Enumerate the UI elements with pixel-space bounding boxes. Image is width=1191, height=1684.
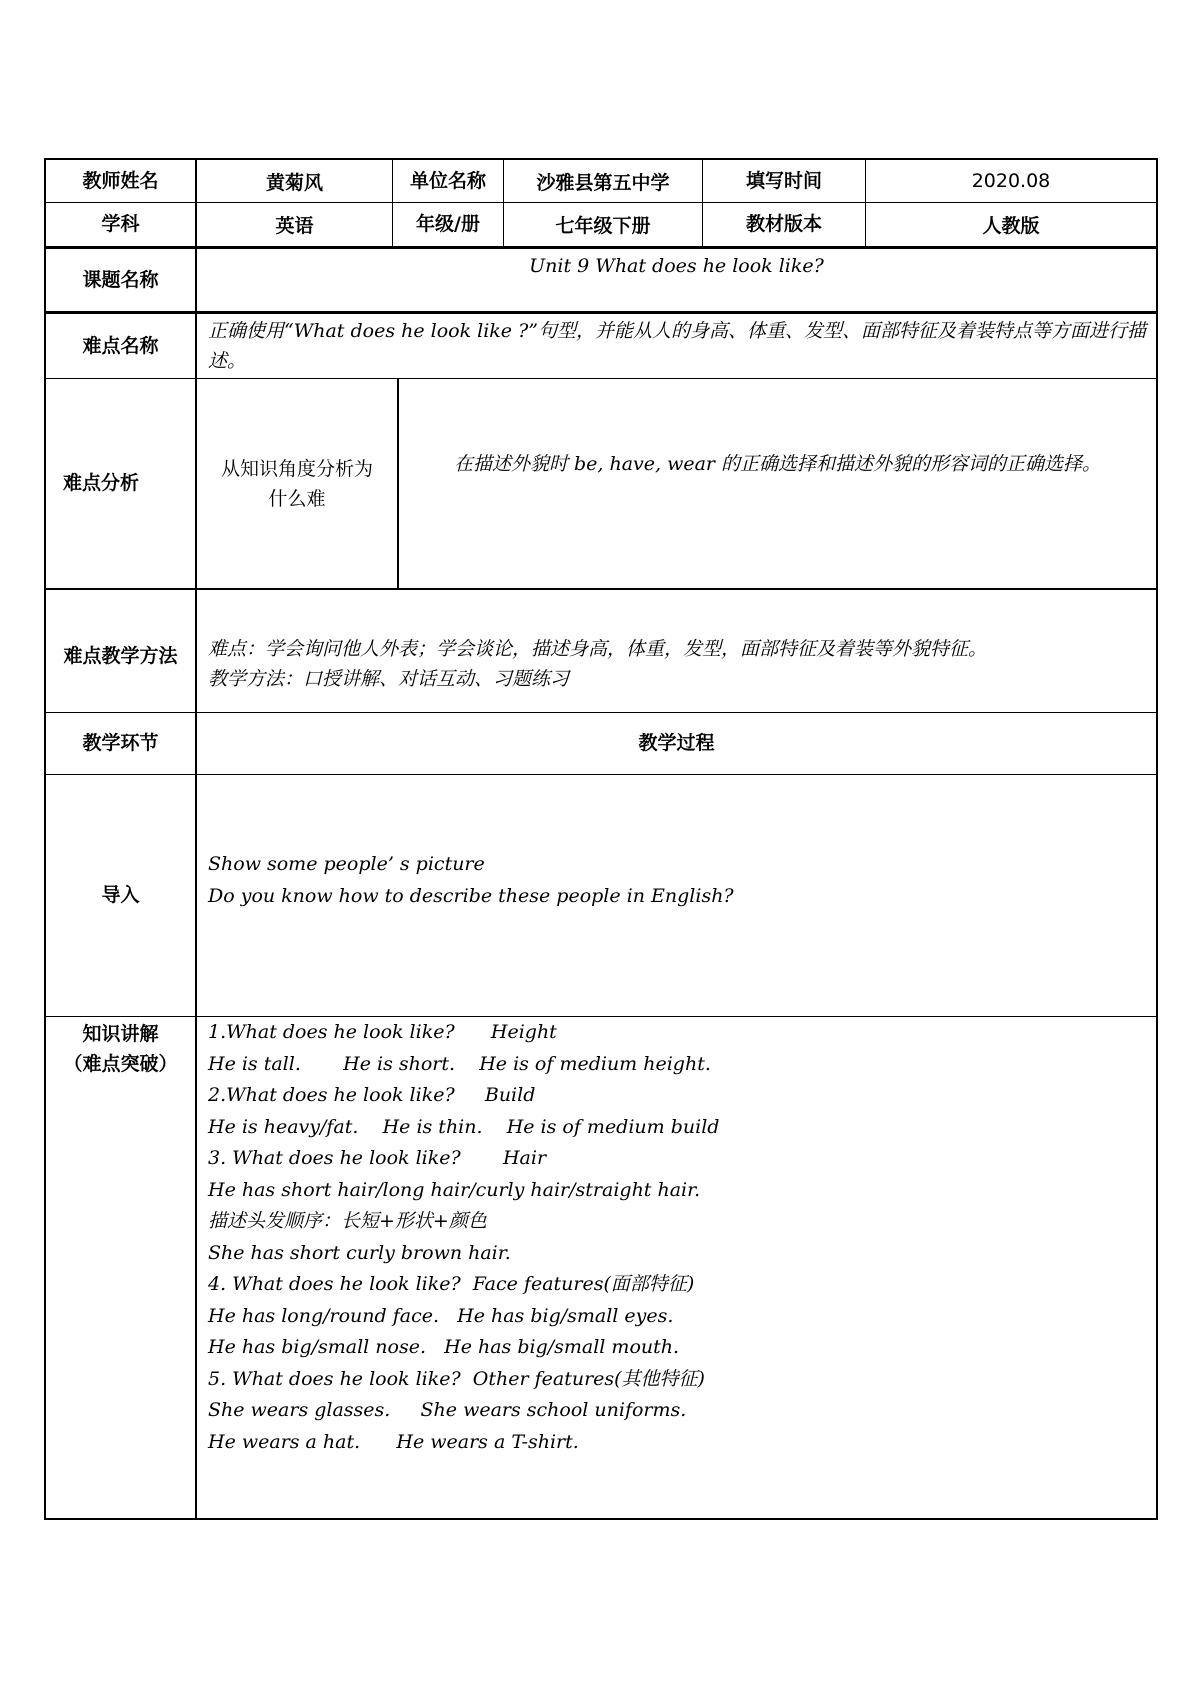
knowledge-line: 5. What does he look like? Other features(其他特征) — [208, 1367, 705, 1390]
knowledge-line: He is heavy/fat. He is thin. He is of medium build — [208, 1115, 720, 1138]
grade-value: 七年级下册 — [555, 215, 651, 237]
grade-label: 年级/册 — [416, 213, 480, 236]
knowledge-label-line2: （难点突破） — [63, 1053, 178, 1075]
knowledge-label-line1: 知识讲解 — [82, 1023, 159, 1045]
method-line-2: 教学方法：口授讲解、对话互动、习题练习 — [208, 668, 570, 690]
difficulty-label: 难点名称 — [82, 334, 159, 357]
analysis-value-cell — [399, 379, 1156, 551]
knowledge-line: He has long/round face. He has big/small eyes. — [208, 1304, 674, 1327]
difficulty-value-cell — [197, 314, 1156, 378]
knowledge-line: He wears a hat. He wears a T-shirt. — [208, 1430, 579, 1453]
teacher-value: 黄菊风 — [265, 171, 323, 194]
knowledge-line: 2.What does he look like? Build — [208, 1084, 536, 1106]
analysis-sub-label-line1: 从知识角度分析为 — [220, 457, 373, 480]
knowledge-line: He has big/small nose. He has big/small mouth. — [208, 1336, 680, 1358]
knowledge-line: She wears glasses. She wears school uniforms. — [208, 1399, 687, 1421]
intro-content — [197, 775, 1156, 1016]
knowledge-line: He has short hair/long hair/curly hair/straight hair. — [208, 1178, 701, 1201]
topic-label: 课题名称 — [82, 268, 159, 291]
difficulty-value: 正确使用“What does he look like ?”句型，并能从人的身高、体重、发型、面部特征及着装特点等方面进行描述。 — [208, 320, 1146, 372]
unit-value: 沙雅县第五中学 — [536, 171, 670, 194]
process-right-header: 教学过程 — [638, 732, 715, 755]
date-value: 2020.08 — [971, 170, 1051, 192]
lesson-plan-table — [44, 158, 1158, 1520]
knowledge-line: 描述头发顺序：长短+形状+颜色 — [208, 1210, 487, 1232]
method-value-cell — [197, 590, 1156, 712]
knowledge-line: 1.What does he look like? Height — [208, 1021, 557, 1043]
subject-label: 学科 — [101, 213, 140, 236]
knowledge-line: She has short curly brown hair. — [208, 1241, 511, 1264]
knowledge-line: 4. What does he look like? Face features(面部特征) — [208, 1273, 695, 1295]
knowledge-content — [197, 1017, 1156, 1518]
topic-value-cell — [197, 249, 1156, 311]
topic-value: Unit 9 What does he look like? — [529, 255, 824, 277]
analysis-value: 在描述外貌时 be, have, wear 的正确选择和描述外貌的形容词的正确选择。 — [453, 453, 1102, 476]
date-label: 填写时间 — [745, 169, 822, 192]
method-line-1: 难点：学会询问他人外表；学会谈论，描述身高，体重，发型，面部特征及着装等外貌特征。 — [208, 638, 988, 660]
intro-label: 导入 — [101, 884, 140, 907]
teacher-label: 教师姓名 — [82, 169, 159, 192]
analysis-sub-label-cell — [197, 379, 397, 588]
process-left-header: 教学环节 — [82, 732, 159, 755]
knowledge-line: He is tall. He is short. He is of medium height. — [208, 1052, 711, 1075]
edition-label: 教材版本 — [745, 213, 822, 236]
intro-line-1: Show some people’ s picture — [208, 853, 485, 875]
knowledge-line: 3. What does he look like? Hair — [208, 1147, 547, 1169]
subject-value: 英语 — [275, 215, 314, 237]
analysis-sub-label-line2: 什么难 — [268, 487, 326, 510]
knowledge-label-cell — [46, 1017, 195, 1097]
unit-label: 单位名称 — [409, 169, 486, 192]
method-label: 难点教学方法 — [63, 644, 178, 667]
analysis-label: 难点分析 — [62, 472, 139, 495]
intro-line-2: Do you know how to describe these people in English? — [208, 884, 734, 907]
edition-value: 人教版 — [982, 215, 1040, 237]
